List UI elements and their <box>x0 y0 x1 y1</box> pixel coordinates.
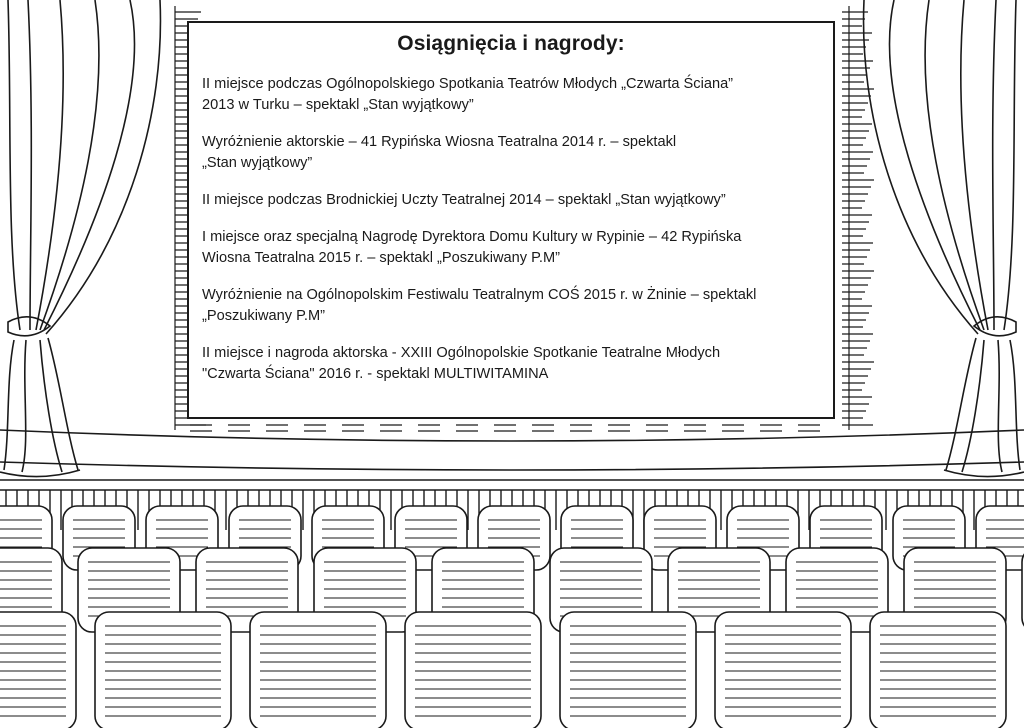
seat <box>95 612 231 728</box>
award-line: „Poszukiwany P.M” <box>202 308 326 324</box>
award-line: Wiosna Teatralna 2015 r. – spektakl „Poszukiwany P.M” <box>202 250 560 266</box>
award-item <box>202 74 821 116</box>
seat-back <box>95 612 231 728</box>
seat-back <box>0 612 76 728</box>
curtain-fold <box>40 340 62 472</box>
seat <box>715 612 851 728</box>
audience-seats <box>0 506 1024 728</box>
award-item <box>202 132 821 174</box>
seat-back <box>870 612 1006 728</box>
award-line: II miejsce i nagroda aktorska - XXIII Ogólnopolskie Spotkanie Teatralne Młodych <box>202 345 721 361</box>
seat-back <box>250 612 386 728</box>
award-item <box>202 343 821 385</box>
seat <box>0 612 76 728</box>
award-item <box>202 227 821 269</box>
award-line: II miejsce podczas Brodnickiej Uczty Teatralnej 2014 – spektakl „Stan wyjątkowy” <box>202 192 726 208</box>
curtain-fold <box>946 338 976 470</box>
seat-back <box>715 612 851 728</box>
award-line: II miejsce podczas Ogólnopolskiego Spotkania Teatrów Młodych „Czwarta Ściana” <box>202 76 734 92</box>
seat-back <box>405 612 541 728</box>
seat <box>405 612 541 728</box>
left-curtain <box>0 0 160 477</box>
curtain-fold <box>22 340 26 472</box>
seat <box>870 612 1006 728</box>
award-line: I miejsce oraz specjalną Nagrodę Dyrektora Domu Kultury w Rypinie – 42 Rypińska <box>202 229 742 245</box>
award-item <box>202 190 821 211</box>
seat <box>560 612 696 728</box>
curtain-fold <box>28 0 31 330</box>
seat <box>250 612 386 728</box>
curtain-hem <box>944 470 1024 477</box>
curtain-fold <box>4 340 14 470</box>
curtain-fold <box>40 0 99 330</box>
stage-edge <box>0 430 1024 470</box>
award-line: Wyróżnienie aktorskie – 41 Rypińska Wiosna Teatralna 2014 r. – spektakl <box>202 134 677 150</box>
award-line: Wyróżnienie na Ogólnopolskim Festiwalu Teatralnym COŚ 2015 r. w Żninie – spektakl <box>202 287 757 303</box>
board-title: Osiągnięcia i nagrody: <box>397 32 625 55</box>
award-item <box>202 285 821 327</box>
curtain-fold <box>1010 340 1020 470</box>
award-list <box>189 74 833 385</box>
award-line: 2013 w Turku – spektakl „Stan wyjątkowy” <box>202 97 474 113</box>
curtain-fold <box>961 0 988 330</box>
achievements-board <box>187 21 835 419</box>
curtain-fold <box>962 340 984 472</box>
award-line: "Czwarta Ściana" 2016 r. - spektakl MULTIWITAMINA <box>202 366 549 382</box>
curtain-fold <box>925 0 984 330</box>
curtain-fold <box>8 0 20 330</box>
curtain-fold <box>36 0 63 330</box>
right-curtain <box>864 0 1024 477</box>
seat-back <box>560 612 696 728</box>
curtain-fold <box>993 0 996 330</box>
curtain-fold <box>1004 0 1016 330</box>
curtain-fold <box>48 338 78 470</box>
award-line: „Stan wyjątkowy” <box>202 155 313 171</box>
curtain-fold <box>998 340 1002 472</box>
curtain-hem <box>0 470 80 477</box>
